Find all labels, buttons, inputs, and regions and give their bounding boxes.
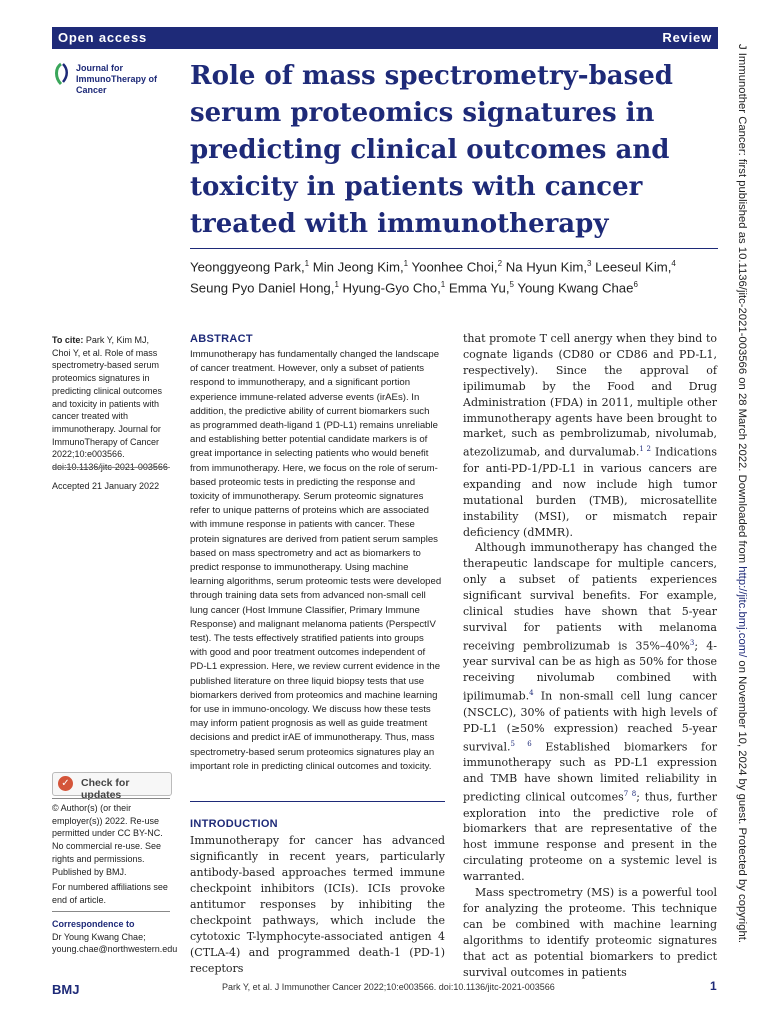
author-name[interactable]: Leeseul Kim, [591,259,672,275]
sidebar-divider [52,467,170,468]
author-name[interactable]: Emma Yu, [445,280,510,296]
author-name[interactable]: Yoonhee Choi, [408,259,498,275]
bmj-logo[interactable]: BMJ [52,982,80,997]
introduction-heading: INTRODUCTION [190,818,278,830]
affiliation-marker: 4 [671,259,676,268]
reference-marker[interactable]: 5 6 [510,739,532,748]
author-name[interactable]: Young Kwang Chae [513,280,634,296]
affiliation-marker: 6 [633,279,638,289]
paragraph: Mass spectrometry (MS) is a powerful tool for analyzing the proteome. This technique can be combined with machine learning algorithms to identify proteomic signatures that act as potential biomarkers to predict survival outcomes in patients [463,886,717,979]
cite-text: Park Y, Kim MJ, Choi Y, et al. Role of mass spectrometry-based serum proteomics signatures in predicting clinical outcomes and toxicity in patients with cancer treated with immunotherapy. Journal for ImmunoTherapy of Cancer 2022;10:e003566. doi:10.1136/jitc-2021-003566 [52,335,168,473]
abstract-divider [190,801,445,802]
journal-logo-text: Journal for ImmunoTherapy of Cancer [76,63,158,95]
author-name[interactable]: Min Jeong Kim, [309,259,404,275]
affiliation-marker: 3 [587,259,592,268]
accepted-date: Accepted 21 January 2022 [52,481,160,491]
journal-link[interactable]: http://jitc.bmj.com/ [736,566,748,658]
abstract-heading: ABSTRACT [190,333,253,345]
affiliations-note: For numbered affiliations see end of article. [52,882,168,905]
text-run: Indications for anti-PD-1/PD-L1 in various cancers are expanding and now include high tumor mutational burden (TMB), microsatellite instability (MSI), or mismatch repair deficiency (dMMR). [463,446,718,539]
right-column-text [463,331,717,981]
copyright-notice: © Author(s) (or their employer(s)) 2022. Re-use permitted under CC BY-NC. No commercial re-use. See rights and permissions. Published by BMJ. [52,803,163,877]
check-updates-icon: ✓ [58,776,73,791]
sidebar-divider [52,798,170,799]
author-name[interactable]: Yeonggyeong Park, [190,259,305,275]
text-run: Although immunotherapy has changed the therapeutic landscape for multiple cancers, only a subset of patients experiences significant survival benefits. For example, clinical studies have shown that 5-year survival for patients with melanoma receiving pembrolizumab is 35%–40% [463,541,717,653]
text-run: In non-small cell lung cancer (NSCLC), 30% of patients with high levels of PD-L1 (≥50% expression) reached 5-year survival. [463,689,717,754]
download-notice [734,44,748,1004]
correspondence-name: Dr Young Kwang Chae; [52,931,146,942]
correspondence-block [52,918,178,956]
affiliation-marker: 2 [497,259,503,268]
journal-logo[interactable] [52,62,177,95]
text-run: Established biomarkers for immunotherapy such as PD-L1 expression and TMB have shown limited reliability in predicting clinical outcomes [463,740,717,804]
text-run: that promote T cell anergy when they bind to cognate ligands (CD80 or CD86 and PD-L1, respectively). Since the approval of ipilimumab by the Food and Drug Administration (FDA) in 2011, multiple other immunotherapy agents have been brought to market, such as pembrolizumab, nivolumab, atezolizumab, and durvalumab. [463,332,717,459]
affiliation-marker: 1 [440,279,446,289]
footer-citation: Park Y, et al. J Immunother Cancer 2022;10:e003566. doi:10.1136/jitc-2021-003566 [222,982,555,992]
text-run: ; 4-year survival can be as high as 50% for those receiving nivolumab combined with ipilimumab. [463,639,717,703]
introduction-text: Immunotherapy for cancer has advanced significantly in recent years, particularly antibody-based approaches termed immune checkpoint inhibitors (ICIs). ICIs provoke antitumor responses by inhibiting the checkpoint pathways, which include the cytotoxic T-lymphocyte-associated antigen 4 (CTLA-4) and programmed death-1 (PD-1) receptors [190,834,445,975]
affiliation-marker: 1 [334,279,339,289]
author-name[interactable]: Seung Pyo Daniel Hong, [190,280,335,296]
text-run: ; thus, further exploration into the predictive role of biomarkers that are representative of the host immune response and present in the circulating proteome on a systemic level is warranted. [463,790,717,884]
top-banner [52,27,718,49]
reference-marker[interactable]: 7 8 [623,790,637,798]
abstract-text: Immunotherapy has fundamentally changed the landscape of cancer treatment. However, only a subset of patients respond to immunotherapy, and a significant portion experience immune-related adverse events (irAEs). In addition, the predictive ability of current biomarkers such as programmed death-ligand 1 (PD-L1) remains unreliable and establishing better potential candidate markers is of great importance in selecting patients who would benefit from immunotherapy. Here, we focus on the role of serum-based proteomic tests in predicting the response and toxicity of immunotherapy. Serum proteomic signatures refer to unique patterns of proteins which are associated with immune response in patients with cancer. These protein signatures are derived from patient serum samples based on mass spectrometry and act as biomarkers to predict response to immunotherapy. Using machine learning algorithms, serum proteomic tests were developed through training data sets from advanced non-small cell lung cancer (Host Immune Classifier, Primary Immune Response) and malignant melanoma patients (PerspectIV test). The tests effectively stratified patients into groups with good and poor treatment outcomes independent of PD-L1 expression. Here, we review current evidence in the published literature on three liquid biopsy tests that use biomarkers derived from proteomics and machine learning for use in immuno-oncology. We discuss how these tests may inform patient prognosis as well as guide treatment decisions and predict irAE of immunotherapy. Thus, mass spectrometry-based serum proteomics signatures play an important role in predicting clinical outcomes and toxicity. [190,349,442,772]
author-divider [190,248,718,249]
affiliation-marker: 1 [403,259,409,268]
affiliation-marker: 5 [509,279,514,289]
jitc-logo-icon [52,62,70,86]
reference-marker[interactable]: 3 [689,638,695,647]
citation-block [52,334,170,474]
cite-label: To cite: [52,335,84,345]
author-line-2 [190,276,718,297]
reference-marker[interactable]: 1 2 [639,445,651,454]
open-access-label: Open access [58,30,148,45]
article-title: Role of mass spectrometry-based serum proteomics signatures in predicting clinical outcomes and toxicity in patients with cancer treated with immunotherapy [190,61,673,239]
affiliation-marker: 1 [304,259,310,268]
author-list [190,255,718,297]
article-type-label: Review [662,30,712,45]
notice-text: J Immunother Cancer: first published as 10.1136/jitc-2021-003566 on 28 March 2022. Downloaded from [736,44,748,567]
correspondence-heading: Correspondence to [52,919,135,929]
sidebar-divider [52,911,170,912]
correspondence-email[interactable]: young.chae@northwestern.edu [52,944,178,955]
author-line-1 [190,255,718,276]
author-name[interactable]: Hyung-Gyo Cho, [338,280,441,296]
page-number: 1 [710,979,717,993]
reference-marker[interactable]: 4 [529,689,534,698]
paragraph [463,331,717,540]
check-for-updates-button[interactable] [52,772,172,801]
paragraph [463,540,717,885]
author-name[interactable]: Na Hyun Kim, [502,259,588,275]
check-updates-label: Check for updates [81,777,130,801]
notice-text: on November 10, 2024 by guest. Protected by copyright. [736,657,748,944]
